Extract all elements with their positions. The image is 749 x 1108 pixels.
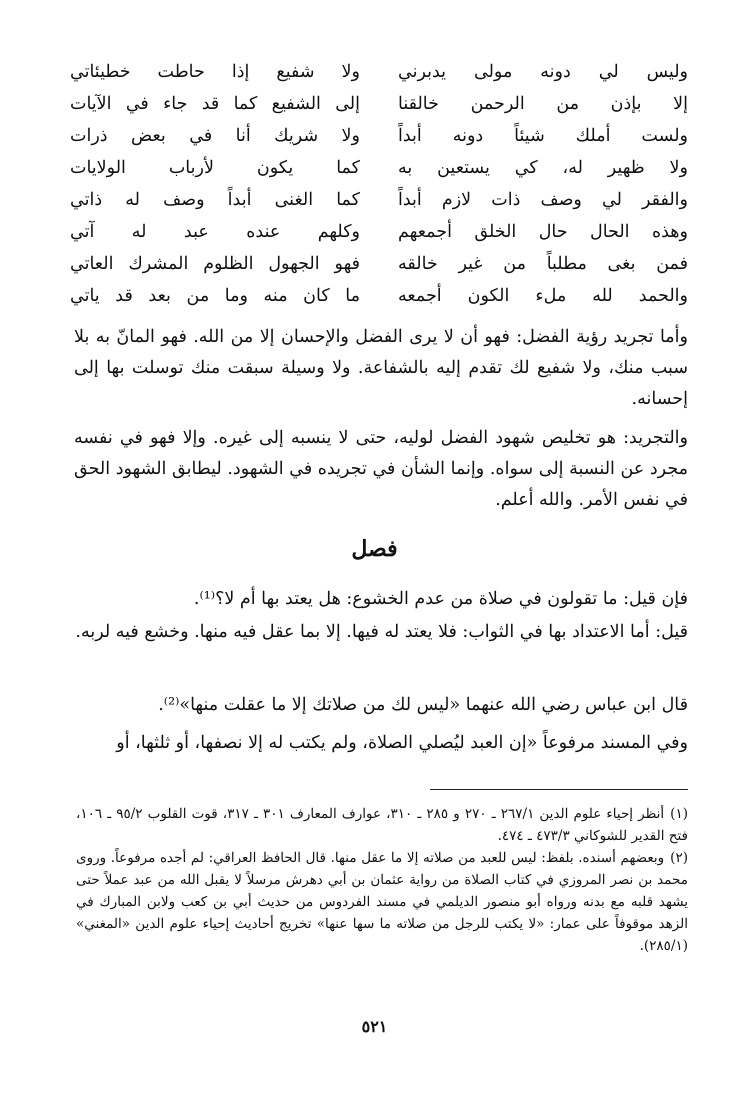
verse-line: والحمد لله ملء الكون أجمعه [398, 286, 688, 306]
poem-right-column [398, 56, 688, 312]
footnote-text: وبعضهم أسنده. بلفظ: ليس للعبد من صلاته إلا ما عقل منها. قال الحافظ العراقي: لم أجده مرفوعاً. وروى محمد بن نصر المروزي في كتاب الصلاة من رواية عثمان بن أبي دهرش مرسلاً لا يقبل الله من عبد عملاً حتى يشهد قلبه مع بدنه ورواه أبو منصور الديلمي في مسند الفردوس من حديث أبي بن كعب ولابن المبارك في الزهد موقوفاً على عمار: «لا يكتب للرجل من صلاته ما سها عنها» تخريج أحاديث إحياء علوم الدين «المغني» (٢٨٥/١). [76, 850, 688, 954]
verse-line: إلى الشفيع كما قد جاء في الآيات [70, 94, 360, 114]
verse-line: وكلهم عنده عبد له آتي [70, 222, 360, 242]
verse-line: ولا شفيع إذا حاطت خطيئاتي [70, 62, 360, 82]
verse-line: وليس لي دونه مولى يدبرني [398, 62, 688, 82]
paragraph-grace-vision: وأما تجريد رؤية الفضل: فهو أن لا يرى الفضل والإحسان إلا من الله. فهو المانّ به بلا سبب منك، ولا شفيع لك تقدم إليه بالشفاعة. ولا وسيلة سبقت منك توسلت بها إلى إحسانه. [74, 327, 688, 409]
footnote-number: (١) [670, 806, 688, 822]
verse-line: وهذه الحال حال الخلق أجمعهم [398, 222, 688, 242]
section-heading: فصل [351, 536, 398, 562]
paragraph-ibn-abbas: قال ابن عباس رضي الله عنهما «ليس لك من صلاتك إلا ما عقلت منها»⁽²⁾. [158, 695, 688, 715]
verse-line: ولا شريك أنا في بعض ذرات [70, 126, 360, 146]
verse-line: كما يكون لأرباب الولايات [70, 158, 360, 178]
verse-line: ما كان منه وما من بعد قد ياتي [70, 286, 360, 306]
verse-line: ولا ظهير له، كي يستعين به [398, 158, 688, 178]
poem-left-column [70, 56, 360, 312]
footnote [76, 803, 688, 847]
verse-line: فهو الجهول الظلوم المشرك العاتي [70, 254, 360, 274]
footnotes [76, 803, 688, 957]
footnote-text: أنظر إحياء علوم الدين ٢٦٧/١ ـ ٢٧٠ و ٢٨٥ ـ ٣١٠، عوارف المعارف ٣٠١ ـ ٣١٧، قوت القلوب ٩٥/٢ ـ ١٠٦، فتح القدير للشوكاني ٤٧٣/٣ ـ ٤٧٤. [76, 806, 688, 844]
verse-line: كما الغنى أبداً وصف له ذاتي [70, 190, 360, 210]
verse-line: ولست أملك شيئاً دونه أبداً [398, 126, 688, 146]
paragraph-musnad: وفي المسند مرفوعاً «إن العبد ليُصلي الصلاة، ولم يكتب له إلا نصفها، أو ثلثها، أو [116, 733, 688, 753]
poem-verses [70, 56, 688, 312]
paragraph-question: فإن قيل: ما تقولون في صلاة من عدم الخشوع: هل يعتد بها أم لا؟⁽¹⁾. [193, 589, 688, 609]
footnote [76, 847, 688, 957]
verse-line: فمن بغى مطلباً من غير خالقه [398, 254, 688, 274]
page-number: ٥٢١ [361, 1017, 388, 1036]
footnote-divider [430, 789, 688, 790]
paragraph-answer: قيل: أما الاعتداد بها في الثواب: فلا يعتد له فيها. إلا بما عقل فيه منها. وخشع فيه لربه. [75, 622, 688, 642]
verse-line: إلا بإذن من الرحمن خالقنا [398, 94, 688, 114]
verse-line: والفقر لي وصف ذات لازم أبداً [398, 190, 688, 210]
footnote-number: (٢) [670, 850, 688, 866]
paragraph-tajrid: والتجريد: هو تخليص شهود الفضل لوليه، حتى لا ينسبه إلى غيره. وإلا فهو في نفسه مجرد عن النسبة إلى سواه. وإنما الشأن في تجريده في الشهود. ليطابق الشهود الحق في نفس الأمر. والله أعلم. [74, 428, 688, 510]
